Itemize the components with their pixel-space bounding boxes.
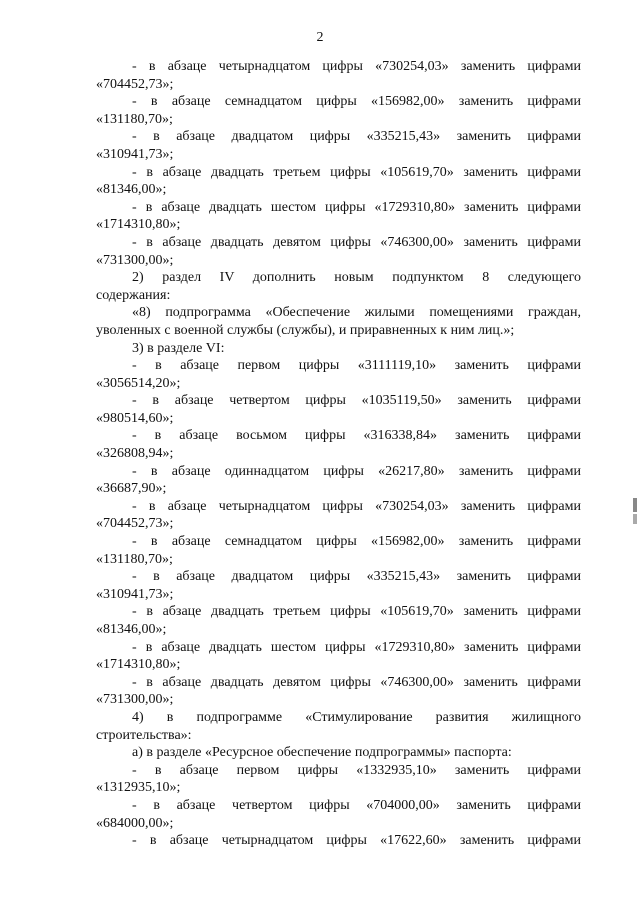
text-line: - в абзаце двадцать девятом цифры «746300,00» заменить цифрами [132, 674, 581, 690]
text-line: - в абзаце четвертом цифры «1035119,50» заменить цифрами [132, 393, 581, 409]
text-line: а) в разделе «Ресурсное обеспечение подпрограммы» паспорта: [132, 745, 512, 761]
text-line: «3056514,20»; [96, 375, 181, 391]
text-line: - в абзаце четырнадцатом цифры «730254,03» заменить цифрами [132, 59, 581, 74]
text-line: «704452,73»; [96, 516, 174, 532]
text-line: «131180,70»; [96, 111, 173, 127]
text-line: «684000,00»; [96, 815, 174, 831]
text-line: - в абзаце восьмом цифры «316338,84» заменить цифрами [132, 428, 581, 444]
text-line: «310941,73»; [96, 146, 174, 162]
text-line: «731300,00»; [96, 252, 174, 268]
text-line: - в абзаце двадцать третьем цифры «105619,70» заменить цифрами [132, 164, 581, 180]
text-line: «326808,94»; [96, 446, 174, 462]
text-line: - в абзаце семнадцатом цифры «156982,00» заменить цифрами [132, 534, 581, 550]
text-line: - в абзаце четырнадцатом цифры «17622,60» заменить цифрами [132, 833, 581, 849]
text-line: - в абзаце первом цифры «3111119,10» заменить цифрами [132, 358, 581, 374]
text-line: «131180,70»; [96, 551, 173, 567]
text-line: - в абзаце первом цифры «1332935,10» заменить цифрами [132, 762, 581, 778]
text-line: «81346,00»; [96, 622, 167, 637]
text-line: «731300,00»; [96, 692, 174, 708]
text-line: «310941,73»; [96, 586, 174, 602]
text-line: 2) раздел IV дополнить новым подпунктом 8 следующего [132, 270, 581, 286]
text-line: «980514,60»; [96, 410, 174, 426]
text-line: - в абзаце двадцать девятом цифры «746300,00» заменить цифрами [132, 234, 581, 250]
text-line: «36687,90»; [96, 481, 167, 497]
text-line: - в абзаце одиннадцатом цифры «26217,80» заменить цифрами [132, 463, 581, 479]
text-line: - в абзаце двадцать шестом цифры «1729310,80» заменить цифрами [132, 639, 581, 655]
scan-edge-mark [633, 498, 637, 512]
text-line: «1714310,80»; [96, 657, 181, 673]
text-line: - в абзаце четвертом цифры «704000,00» заменить цифрами [132, 797, 581, 813]
text-line: строительства»: [96, 727, 192, 743]
page-number: 2 [316, 30, 324, 45]
text-line: «704452,73»; [96, 76, 174, 92]
text-line: - в абзаце двадцать шестом цифры «1729310,80» заменить цифрами [132, 199, 581, 215]
text-line: 4) в подпрограмме «Стимулирование развития жилищного [132, 709, 581, 725]
text-line: «81346,00»; [96, 182, 167, 198]
document-body [96, 58, 581, 850]
text-line: «8) подпрограмма «Обеспечение жилыми помещениями граждан, [132, 305, 581, 321]
text-line: уволенных с военной службы (службы), и приравненных к ним лиц.»; [96, 322, 515, 338]
text-line: содержания: [96, 287, 171, 303]
text-line: - в абзаце двадцатом цифры «335215,43» заменить цифрами [132, 569, 581, 585]
text-line: - в абзаце двадцатом цифры «335215,43» заменить цифрами [132, 129, 581, 145]
text-line: - в абзаце четырнадцатом цифры «730254,03» заменить цифрами [132, 498, 581, 514]
text-line: - в абзаце семнадцатом цифры «156982,00» заменить цифрами [132, 94, 581, 110]
text-line: «1312935,10»; [96, 780, 181, 796]
scan-edge-mark [633, 514, 637, 524]
text-line: «1714310,80»; [96, 217, 181, 233]
text-line: - в абзаце двадцать третьем цифры «105619,70» заменить цифрами [132, 604, 581, 620]
text-line: 3) в разделе VI: [132, 340, 225, 356]
